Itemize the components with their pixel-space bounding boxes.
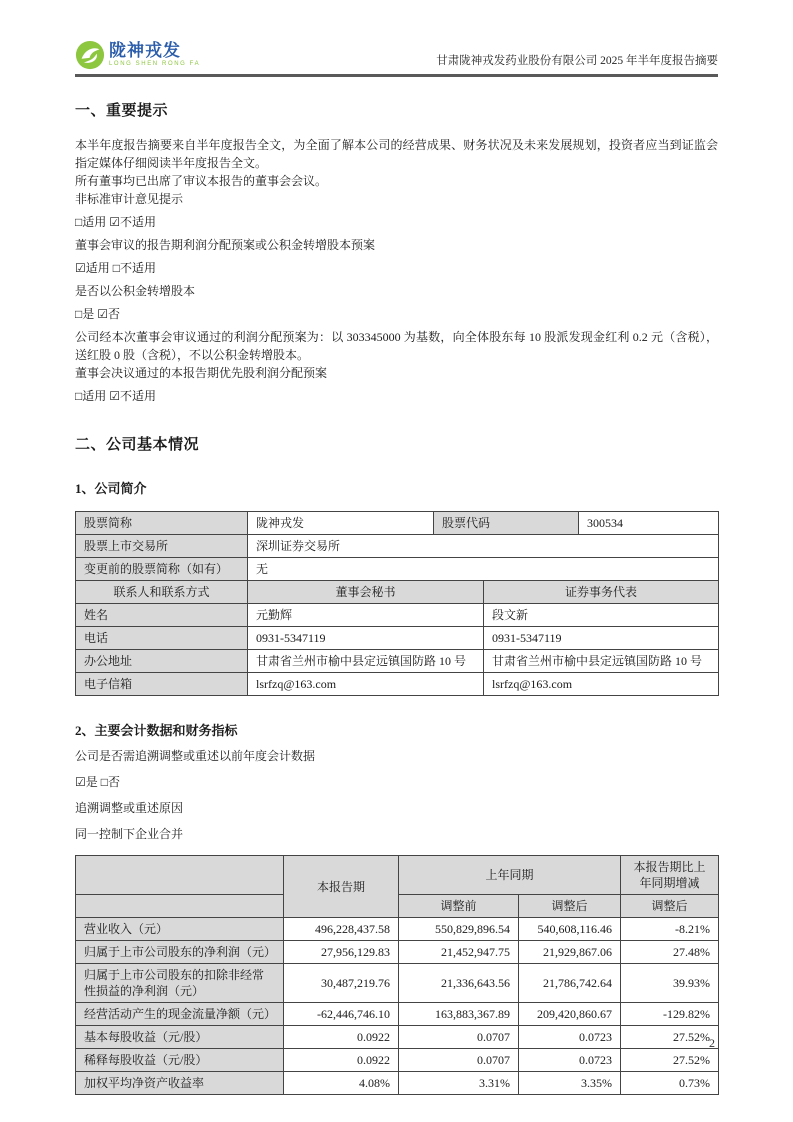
brand-name-cn: 陇神戎发 bbox=[109, 41, 181, 60]
change-value: 39.93% bbox=[621, 964, 719, 1003]
prior-period-group-header: 上年同期 bbox=[399, 856, 621, 895]
indicator-label: 稀释每股收益（元/股） bbox=[76, 1049, 284, 1072]
subsection-financial-data-heading: 2、主要会计数据和财务指标 bbox=[75, 723, 238, 738]
change-group-header: 本报告期比上年同期增减 bbox=[621, 856, 719, 895]
representative-name: 段文新 bbox=[484, 604, 719, 627]
stock-code-value: 300534 bbox=[579, 512, 719, 535]
before-value: 21,336,643.56 bbox=[399, 964, 519, 1003]
notice-paragraph: 是否以公积金转增股本 bbox=[75, 284, 196, 298]
page-header bbox=[75, 0, 718, 77]
company-logo bbox=[75, 40, 200, 70]
notice-paragraph: 所有董事均已出席了审议本报告的董事会会议。 bbox=[75, 174, 328, 188]
after-value: 0.0723 bbox=[519, 1049, 621, 1072]
former-name-value: 无 bbox=[248, 558, 719, 581]
secretary-address: 甘肃省兰州市榆中县定远镇国防路 10 号 bbox=[248, 650, 484, 673]
before-value: 163,883,367.89 bbox=[399, 1003, 519, 1026]
checkbox-line-preferred-dividend: □适用 ☑不适用 bbox=[75, 389, 157, 403]
indicator-label: 营业收入（元） bbox=[76, 918, 284, 941]
before-value: 0.0707 bbox=[399, 1026, 519, 1049]
after-value: 209,420,860.67 bbox=[519, 1003, 621, 1026]
indicator-column-header bbox=[76, 856, 284, 895]
indicator-label: 经营活动产生的现金流量净额（元） bbox=[76, 1003, 284, 1026]
indicator-label: 归属于上市公司股东的扣除非经常性损益的净利润（元） bbox=[76, 964, 284, 1003]
before-value: 0.0707 bbox=[399, 1049, 519, 1072]
after-value: 540,608,116.46 bbox=[519, 918, 621, 941]
table-row bbox=[76, 581, 719, 604]
current-period-header: 本报告期 bbox=[284, 856, 399, 918]
secretary-name: 元勤辉 bbox=[248, 604, 484, 627]
contact-row-label: 电话 bbox=[76, 627, 248, 650]
section-2-heading: 二、公司基本情况 bbox=[75, 437, 200, 453]
stock-name-value: 陇神戎发 bbox=[248, 512, 434, 535]
contact-row-label: 姓名 bbox=[76, 604, 248, 627]
table-row bbox=[76, 1026, 719, 1049]
change-value: 27.52% bbox=[621, 1026, 719, 1049]
restatement-reason-label: 追溯调整或重述原因 bbox=[75, 801, 184, 815]
after-value: 3.35% bbox=[519, 1072, 621, 1095]
company-logo-icon bbox=[75, 40, 105, 70]
table-row bbox=[76, 512, 719, 535]
before-value: 21,452,947.75 bbox=[399, 941, 519, 964]
notice-paragraph: 董事会审议的报告期利润分配预案或公积金转增股本预案 bbox=[75, 238, 376, 252]
table-row bbox=[76, 673, 719, 696]
stock-name-label: 股票简称 bbox=[76, 512, 248, 535]
representative-header: 证券事务代表 bbox=[484, 581, 719, 604]
current-value: 27,956,129.83 bbox=[284, 941, 399, 964]
table-row bbox=[76, 941, 719, 964]
exchange-value: 深圳证券交易所 bbox=[248, 535, 719, 558]
table-row bbox=[76, 558, 719, 581]
notice-paragraph: 董事会决议通过的本报告期优先股利润分配预案 bbox=[75, 366, 328, 380]
checkbox-line-audit-opinion: □适用 ☑不适用 bbox=[75, 215, 157, 229]
table-row bbox=[76, 650, 719, 673]
document-title: 甘肃陇神戎发药业股份有限公司 2025 年半年度报告摘要 bbox=[436, 55, 718, 67]
notice-paragraph: 公司经本次董事会审议通过的利润分配预案为：以 303345000 为基数，向全体股东每 10 股派发现金红利 0.2 元（含税），送红股 0 股（含税），不以公积金转增股本。 bbox=[75, 330, 718, 362]
table-row bbox=[76, 604, 719, 627]
after-adjust-header: 调整后 bbox=[519, 895, 621, 918]
before-adjust-header: 调整前 bbox=[399, 895, 519, 918]
restatement-question: 公司是否需追溯调整或重述以前年度会计数据 bbox=[75, 749, 316, 763]
restatement-reason-value: 同一控制下企业合并 bbox=[75, 827, 184, 841]
table-row bbox=[76, 918, 719, 941]
company-logo-text bbox=[109, 42, 200, 68]
current-value: 4.08% bbox=[284, 1072, 399, 1095]
current-value: 0.0922 bbox=[284, 1049, 399, 1072]
indicator-label: 加权平均净资产收益率 bbox=[76, 1072, 284, 1095]
current-value: 496,228,437.58 bbox=[284, 918, 399, 941]
change-after-adjust-header: 调整后 bbox=[621, 895, 719, 918]
table-row bbox=[76, 964, 719, 1003]
brand-name-en: LONG SHEN RONG FA bbox=[109, 61, 201, 67]
table-row bbox=[76, 1072, 719, 1095]
page-number: 2 bbox=[709, 1036, 715, 1050]
table-row bbox=[76, 535, 719, 558]
subsection-company-profile-heading: 1、公司简介 bbox=[75, 481, 147, 496]
exchange-label: 股票上市交易所 bbox=[76, 535, 248, 558]
table-row bbox=[76, 1003, 719, 1026]
indicator-column-subheader bbox=[76, 895, 284, 918]
after-value: 0.0723 bbox=[519, 1026, 621, 1049]
notice-paragraph: 非标准审计意见提示 bbox=[75, 192, 184, 206]
before-value: 550,829,896.54 bbox=[399, 918, 519, 941]
financial-indicators-table bbox=[75, 855, 719, 1095]
contact-header: 联系人和联系方式 bbox=[76, 581, 248, 604]
representative-address: 甘肃省兰州市榆中县定远镇国防路 10 号 bbox=[484, 650, 719, 673]
checkbox-line-profit-plan: ☑适用 □不适用 bbox=[75, 261, 157, 275]
secretary-email: lsrfzq@163.com bbox=[248, 673, 484, 696]
table-header-row bbox=[76, 856, 719, 895]
change-value: -129.82% bbox=[621, 1003, 719, 1026]
checkbox-line-restatement: ☑是 □否 bbox=[75, 775, 121, 789]
stock-code-label: 股票代码 bbox=[434, 512, 579, 535]
current-value: 0.0922 bbox=[284, 1026, 399, 1049]
secretary-phone: 0931-5347119 bbox=[248, 627, 484, 650]
change-value: 0.73% bbox=[621, 1072, 719, 1095]
after-value: 21,786,742.64 bbox=[519, 964, 621, 1003]
page-content bbox=[75, 99, 718, 1095]
company-profile-table bbox=[75, 511, 719, 696]
secretary-header: 董事会秘书 bbox=[248, 581, 484, 604]
current-value: 30,487,219.76 bbox=[284, 964, 399, 1003]
after-value: 21,929,867.06 bbox=[519, 941, 621, 964]
change-value: 27.48% bbox=[621, 941, 719, 964]
contact-row-label: 电子信箱 bbox=[76, 673, 248, 696]
contact-row-label: 办公地址 bbox=[76, 650, 248, 673]
table-row bbox=[76, 627, 719, 650]
notice-paragraph: 本半年度报告摘要来自半年度报告全文，为全面了解本公司的经营成果、财务状况及未来发展规划，投资者应当到证监会指定媒体仔细阅读半年度报告全文。 bbox=[75, 138, 718, 170]
checkbox-line-capital-reserve: □是 ☑否 bbox=[75, 307, 121, 321]
representative-email: lsrfzq@163.com bbox=[484, 673, 719, 696]
former-name-label: 变更前的股票简称（如有） bbox=[76, 558, 248, 581]
indicator-label: 归属于上市公司股东的净利润（元） bbox=[76, 941, 284, 964]
representative-phone: 0931-5347119 bbox=[484, 627, 719, 650]
indicator-label: 基本每股收益（元/股） bbox=[76, 1026, 284, 1049]
change-value: 27.52% bbox=[621, 1049, 719, 1072]
current-value: -62,446,746.10 bbox=[284, 1003, 399, 1026]
change-value: -8.21% bbox=[621, 918, 719, 941]
table-row bbox=[76, 1049, 719, 1072]
before-value: 3.31% bbox=[399, 1072, 519, 1095]
section-1-heading: 一、重要提示 bbox=[75, 103, 169, 119]
